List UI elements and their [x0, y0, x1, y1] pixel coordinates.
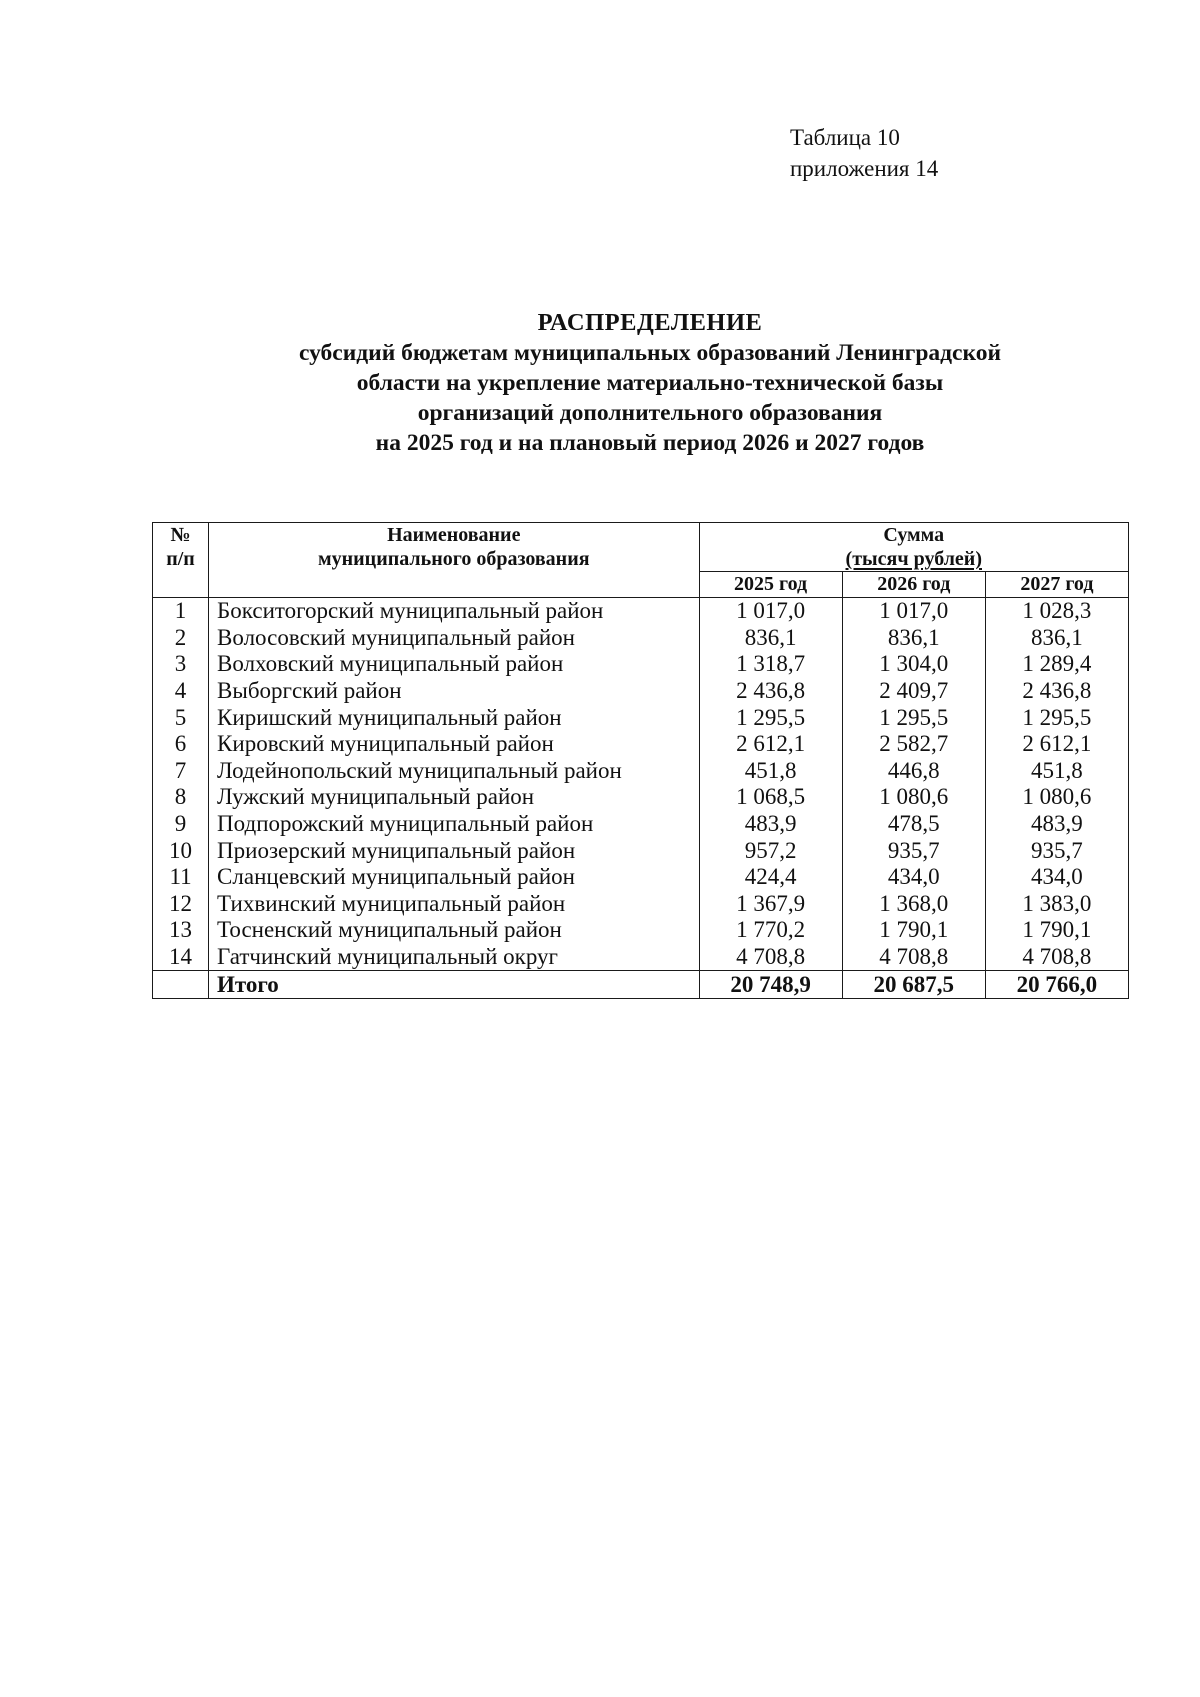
distribution-table [152, 522, 1129, 999]
amount-2026: 935,7 [842, 837, 985, 864]
total-2025: 20 748,9 [699, 971, 842, 999]
amount-2027: 1 295,5 [985, 704, 1128, 731]
municipality-name: Тихвинский муниципальный район [209, 891, 700, 918]
amount-2025: 1 367,9 [699, 891, 842, 918]
table-row [153, 944, 1129, 971]
row-number: 9 [153, 811, 209, 838]
column-header-sum [699, 523, 1128, 572]
row-number: 5 [153, 704, 209, 731]
row-number: 4 [153, 678, 209, 705]
total-2027: 20 766,0 [985, 971, 1128, 999]
municipality-name: Тосненский муниципальный район [209, 917, 700, 944]
total-row-number [153, 971, 209, 999]
row-number: 11 [153, 864, 209, 891]
amount-2026: 434,0 [842, 864, 985, 891]
amount-2026: 1 304,0 [842, 651, 985, 678]
municipality-name: Приозерский муниципальный район [209, 837, 700, 864]
column-header-number-line-1: № [170, 524, 191, 546]
amount-2027: 1 080,6 [985, 784, 1128, 811]
table-row [153, 731, 1129, 758]
table-number: Таблица 10 [790, 125, 900, 150]
title-line-3: организаций дополнительного образования [417, 400, 883, 426]
column-header-year-2027: 2027 год [985, 572, 1128, 598]
table-row [153, 891, 1129, 918]
column-header-year-2026: 2026 год [842, 572, 985, 598]
amount-2025: 2 436,8 [699, 678, 842, 705]
amount-2027: 451,8 [985, 758, 1128, 785]
row-number: 12 [153, 891, 209, 918]
amount-2027: 4 708,8 [985, 944, 1128, 971]
column-header-sum-line-1: Сумма [883, 524, 945, 546]
amount-2026: 4 708,8 [842, 944, 985, 971]
row-number: 13 [153, 917, 209, 944]
amount-2026: 446,8 [842, 758, 985, 785]
amount-2025: 451,8 [699, 758, 842, 785]
amount-2025: 1 770,2 [699, 917, 842, 944]
amount-2027: 2 436,8 [985, 678, 1128, 705]
table-row [153, 811, 1129, 838]
table-row [153, 678, 1129, 705]
amount-2027: 2 612,1 [985, 731, 1128, 758]
column-header-name-line-2: муниципального образования [318, 548, 590, 570]
amount-2027: 836,1 [985, 625, 1128, 652]
amount-2027: 1 028,3 [985, 598, 1128, 625]
amount-2025: 1 318,7 [699, 651, 842, 678]
municipality-name: Киришский муниципальный район [209, 704, 700, 731]
amount-2025: 2 612,1 [699, 731, 842, 758]
column-header-year-2025: 2025 год [699, 572, 842, 598]
amount-2025: 1 017,0 [699, 598, 842, 625]
amount-2025: 424,4 [699, 864, 842, 891]
amount-2026: 1 295,5 [842, 704, 985, 731]
amount-2027: 1 790,1 [985, 917, 1128, 944]
table-reference [790, 122, 938, 184]
column-header-number [153, 523, 209, 598]
row-number: 8 [153, 784, 209, 811]
table-row [153, 837, 1129, 864]
amount-2026: 478,5 [842, 811, 985, 838]
amount-2027: 434,0 [985, 864, 1128, 891]
row-number: 1 [153, 598, 209, 625]
amount-2027: 483,9 [985, 811, 1128, 838]
table-row [153, 864, 1129, 891]
amount-2026: 1 790,1 [842, 917, 985, 944]
municipality-name: Волховский муниципальный район [209, 651, 700, 678]
column-header-number-line-2: п/п [166, 548, 195, 570]
amount-2025: 1 068,5 [699, 784, 842, 811]
row-number: 7 [153, 758, 209, 785]
amount-2026: 2 409,7 [842, 678, 985, 705]
appendix-number: приложения 14 [790, 156, 939, 181]
table-row [153, 758, 1129, 785]
municipality-name: Лужский муниципальный район [209, 784, 700, 811]
document-title [150, 308, 1150, 458]
table-row [153, 651, 1129, 678]
amount-2027: 1 383,0 [985, 891, 1128, 918]
title-line-2: области на укрепление материально-технической базы [356, 370, 944, 396]
municipality-name: Сланцевский муниципальный район [209, 864, 700, 891]
amount-2027: 1 289,4 [985, 651, 1128, 678]
amount-2026: 1 017,0 [842, 598, 985, 625]
amount-2026: 836,1 [842, 625, 985, 652]
amount-2025: 4 708,8 [699, 944, 842, 971]
municipality-name: Бокситогорский муниципальный район [209, 598, 700, 625]
municipality-name: Кировский муниципальный район [209, 731, 700, 758]
total-row [153, 971, 1129, 999]
table-row [153, 625, 1129, 652]
municipality-name: Выборгский район [209, 678, 700, 705]
row-number: 10 [153, 837, 209, 864]
row-number: 14 [153, 944, 209, 971]
row-number: 6 [153, 731, 209, 758]
municipality-name: Подпорожский муниципальный район [209, 811, 700, 838]
title-heading: РАСПРЕДЕЛЕНИЕ [537, 309, 763, 336]
total-2026: 20 687,5 [842, 971, 985, 999]
row-number: 3 [153, 651, 209, 678]
amount-2026: 2 582,7 [842, 731, 985, 758]
amount-2026: 1 080,6 [842, 784, 985, 811]
amount-2025: 483,9 [699, 811, 842, 838]
table-row [153, 784, 1129, 811]
table-row [153, 917, 1129, 944]
row-number: 2 [153, 625, 209, 652]
amount-2025: 836,1 [699, 625, 842, 652]
table-row [153, 704, 1129, 731]
total-label: Итого [209, 971, 700, 999]
column-header-name-line-1: Наименование [387, 524, 521, 546]
amount-2025: 1 295,5 [699, 704, 842, 731]
amount-2025: 957,2 [699, 837, 842, 864]
column-header-name [209, 523, 700, 598]
amount-2026: 1 368,0 [842, 891, 985, 918]
title-line-4: на 2025 год и на плановый период 2026 и 2027 годов [375, 430, 925, 456]
municipality-name: Лодейнопольский муниципальный район [209, 758, 700, 785]
table-row [153, 598, 1129, 625]
column-header-sum-unit: (тысяч рублей) [845, 548, 982, 570]
title-line-1: субсидий бюджетам муниципальных образований Ленинградской [299, 340, 1001, 366]
municipality-name: Волосовский муниципальный район [209, 625, 700, 652]
municipality-name: Гатчинский муниципальный округ [209, 944, 700, 971]
amount-2027: 935,7 [985, 837, 1128, 864]
